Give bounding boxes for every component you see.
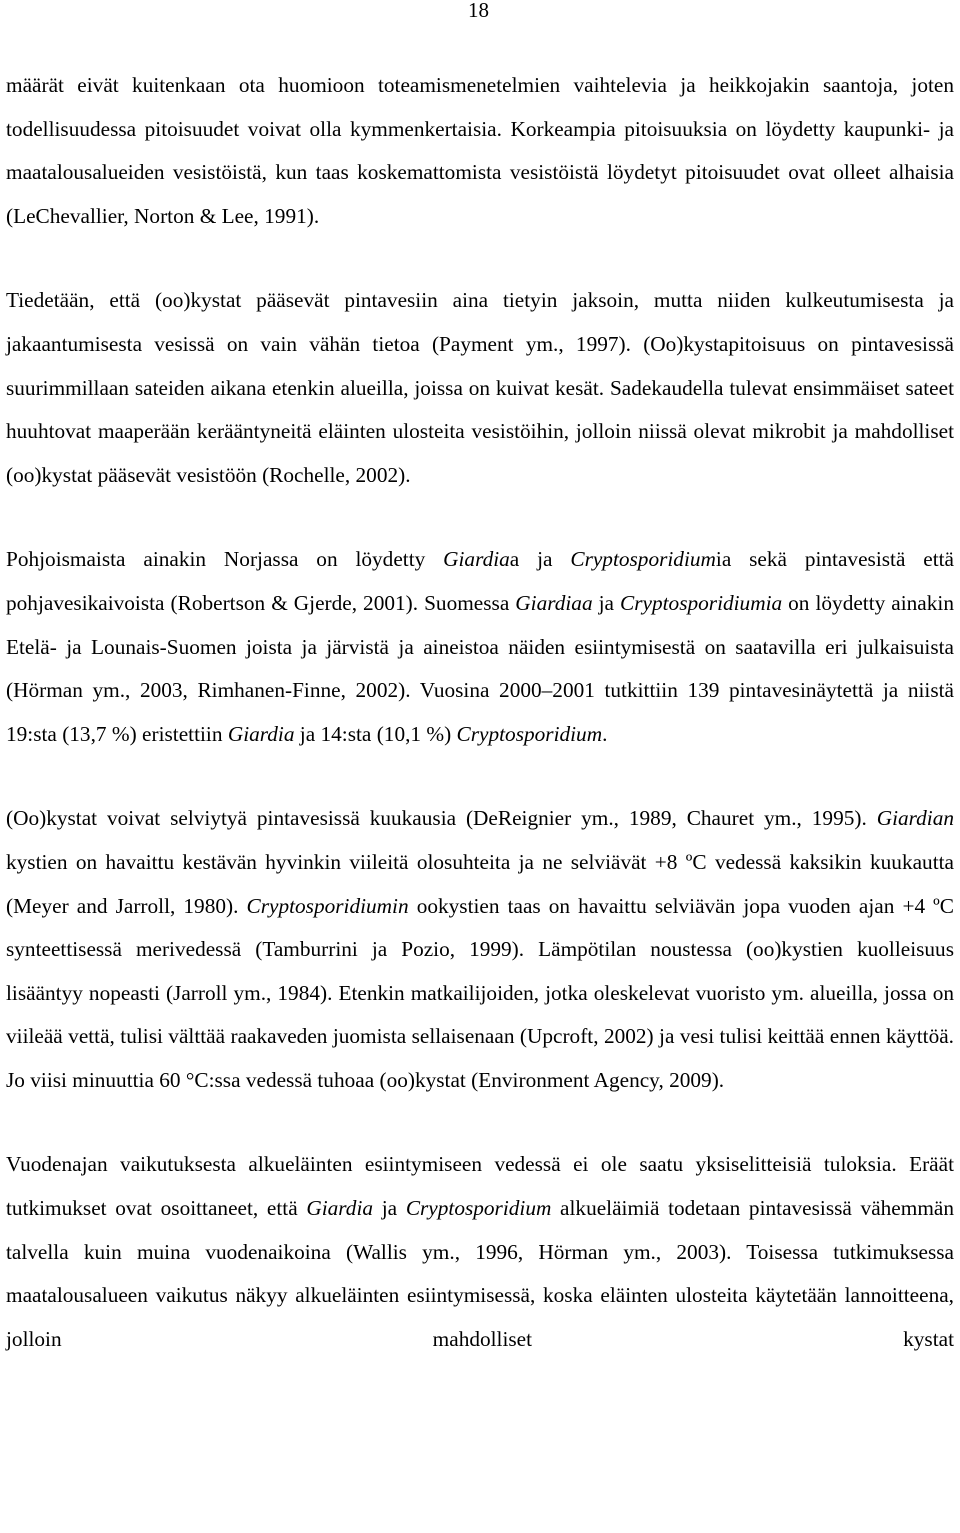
italic-term: Cryptosporidium [570,547,716,572]
text-run: on löydetty ainakin Etelä- ja Lounais-Suomen joista ja järvistä ja aineistoa näiden esiintymisestä on saatavilla eri julkaisuista (Hörman ym., 2003, Rimhanen-Finne, 2002). Vuosina 2000–2001 tutkittiin 139 pintavesinäytettä ja niistä 19:sta (13,7 %) eristettiin [6,590,954,746]
document-body [6,64,954,1361]
text-run: . [602,721,608,746]
text-run: Vuodenajan vaikutuksesta alkueläinten esiintymiseen vedessä ei ole saatu yksiselitteisiä tuloksia. Eräät tutkimukset ovat osoittaneet, että [6,1152,954,1221]
italic-term: Giardian [876,806,954,831]
italic-term: Cryptosporidiumia [620,590,783,615]
text-run: ja [592,590,621,615]
page-number: 18 [468,0,489,22]
text-run: Tiedetään, että (oo)kystat pääsevät pintavesiin aina tietyin jaksoin, mutta niiden kulkeutumisesta ja jakaantumisesta vesissä on vain vähän tietoa (Payment ym., 1997). (Oo)kystapitoisuus on pintavesissä suurimmillaan sateiden aikana etenkin alueilla, joissa on kuivat kesät. Sadekaudella tulevat ensimmäiset sateet huuhtovat maaperään kerääntyneitä eläinten ulosteita vesistöihin, jolloin niissä olevat mikrobit ja mahdolliset (oo)kystat pääsevät vesistöön (Rochelle, 2002). [6,288,954,487]
paragraph-5 [6,1143,954,1361]
text-run: kystien on havaittu kestävän hyvinkin viileitä olosuhteita ja ne selviävät +8 ºC vedessä kaksikin kuukautta (Meyer and Jarroll, 1980). [6,849,954,918]
text-run: (Oo)kystat voivat selviytyä pintavesissä kuukausia (DeReignier ym., 1989, Chauret ym., 1995). [6,806,877,831]
paragraph-1 [6,64,954,238]
italic-term: Giardia [443,547,510,572]
text-run: a ja [509,547,571,572]
italic-term: Cryptosporidiumin [246,893,409,918]
text-run: ia sekä pintavesistä että pohjavesikaivoista (Robertson & Gjerde, 2001). Suomessa [6,547,954,615]
italic-term: Giardia [306,1196,374,1221]
text-run: ja [373,1196,406,1221]
paragraph-4 [6,797,954,1102]
text-run: alkueläimiä todetaan pintavesissä vähemmän talvella kuin muina vuodenaikoina (Wallis ym., 1996, Hörman ym., 2003). Toisessa tutkimuksessa maatalousalueen vaikutus näkyy alkueläinten esiintymisessä, koska eläinten ulosteita käytetään lannoitteena, jolloin mahdolliset kystat [6,1196,954,1351]
italic-term: Giardiaa [515,590,593,615]
paragraph-2 [6,279,954,497]
text-run: ja 14:sta (10,1 %) [294,721,457,746]
italic-term: Cryptosporidium [456,721,603,746]
paragraph-3 [6,538,954,756]
text-run: ookystien taas on havaittu selviävän jopa vuoden ajan +4 ºC synteettisessä merivedessä (Tamburrini ja Pozio, 1999). Lämpötilan noustessa (oo)kystien kuolleisuus lisääntyy nopeasti (Jarroll ym., 1984). Etenkin matkailijoiden, jotka oleskelevat vuoristo ym. alueilla, jossa on viileää vettä, tulisi välttää raakaveden juomista sellaisenaan (Upcroft, 2002) ja vesi tulisi keittää ennen käyttöä. Jo viisi minuuttia 60 °C:ssa vedessä tuhoaa (oo)kystat (Environment Agency, 2009). [6,893,954,1092]
italic-term: Giardia [227,721,295,746]
italic-term: Cryptosporidium [405,1196,552,1221]
text-run: Pohjoismaista ainakin Norjassa on löydetty [6,547,444,572]
text-run: määrät eivät kuitenkaan ota huomioon toteamismenetelmien vaihtelevia ja heikkojakin saantoja, joten todellisuudessa pitoisuudet voivat olla kymmenkertaisia. Korkeampia pitoisuuksia on löydetty kaupunki- ja maatalousalueiden vesistöistä, kun taas koskemattomista vesistöistä löydetyt pitoisuudet ovat olleet alhaisia (LeChevallier, Norton & Lee, 1991). [6,73,954,228]
